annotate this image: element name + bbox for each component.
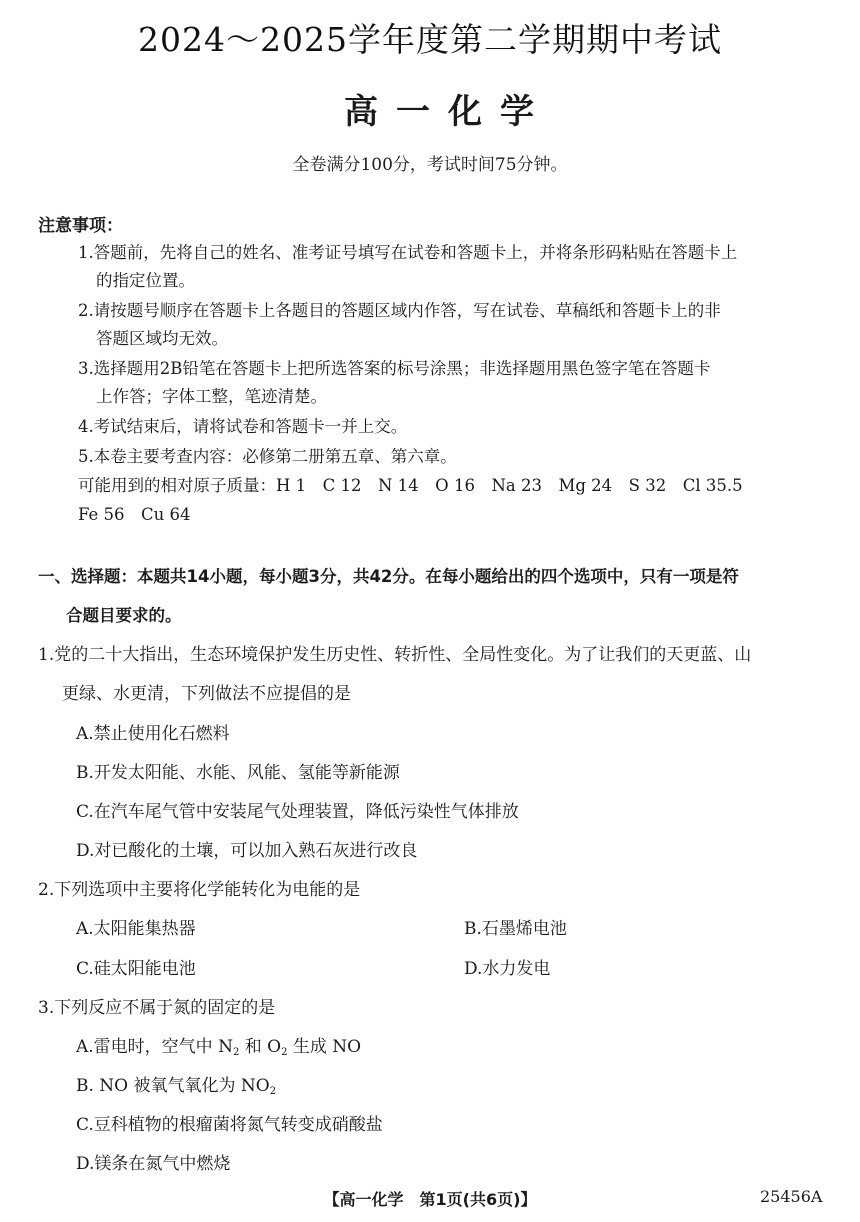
q3-option-d: D.镁条在氮气中燃烧 — [76, 1154, 231, 1174]
footer-page-info: 【高一化学 第1页(共6页)】 — [323, 1190, 537, 1209]
q2-option-a: A.太阳能集热器 — [76, 919, 196, 939]
exam-title: 2024～2025学年度第二学期期中考试 — [138, 20, 722, 59]
notice-line: 3.选择题用2B铅笔在答题卡上把所选答案的标号涂黑；非选择题用黑色签字笔在答题卡 — [78, 359, 711, 378]
q3-option-a-text: 生成 NO — [287, 1037, 362, 1057]
q3-option-b-text: B. NO 被氧气氧化为 NO — [76, 1076, 270, 1096]
subscript: 2 — [232, 1047, 240, 1058]
page-footer — [0, 1187, 860, 1210]
q3-option-a-text: 和 O — [239, 1037, 282, 1057]
question-1-stem: 1.党的二十大指出，生态环境保护发生历史性、转折性、全局性变化。为了让我们的天更蓝、山 — [38, 645, 752, 665]
notice-line: 2.请按题号顺序在答题卡上各题目的答题区域内作答，写在试卷、草稿纸和答题卡上的非 — [78, 301, 721, 320]
notice-line: 的指定位置。 — [96, 271, 195, 290]
atomic-mass-line: Fe 56 Cu 64 — [78, 505, 191, 524]
q3-option-a-text: A.雷电时，空气中 N — [76, 1037, 233, 1057]
q1-option-a: A.禁止使用化石燃料 — [76, 724, 230, 744]
q1-option-b: B.开发太阳能、水能、风能、氢能等新能源 — [76, 763, 400, 783]
notice-line: 上作答；字体工整，笔迹清楚。 — [96, 387, 327, 406]
q2-option-b: B.石墨烯电池 — [464, 919, 567, 939]
q1-option-d: D.对已酸化的土壤，可以加入熟石灰进行改良 — [76, 841, 418, 861]
q1-option-c: C.在汽车尾气管中安装尾气处理装置，降低污染性气体排放 — [76, 802, 519, 822]
notice-line: 1.答题前，先将自己的姓名、准考证号填写在试卷和答题卡上，并将条形码粘贴在答题卡上 — [78, 243, 738, 262]
question-1-stem-cont: 更绿、水更清，下列做法不应提倡的是 — [62, 684, 351, 704]
q3-option-a — [76, 1032, 361, 1058]
q3-option-c: C.豆科植物的根瘤菌将氮气转变成硝酸盐 — [76, 1115, 383, 1135]
section-heading: 一、选择题：本题共14小题，每小题3分，共42分。在每小题给出的四个选项中，只有一项是符 — [38, 567, 739, 586]
section-heading-cont: 合题目要求的。 — [66, 606, 182, 625]
q2-option-c: C.硅太阳能电池 — [76, 959, 196, 979]
atomic-mass-line: 可能用到的相对原子质量：H 1 C 12 N 14 O 16 Na 23 Mg 24 S 32 Cl 35.5 — [78, 476, 743, 495]
q2-option-d: D.水力发电 — [464, 959, 551, 979]
q3-option-b — [76, 1071, 276, 1097]
exam-info: 全卷满分100分，考试时间75分钟。 — [292, 155, 568, 175]
question-2-stem: 2.下列选项中主要将化学能转化为电能的是 — [38, 880, 361, 900]
subject-title: 高一化学 — [344, 92, 552, 132]
subscript: 2 — [269, 1086, 277, 1097]
paper-code: 25456A — [760, 1187, 823, 1206]
notice-heading: 注意事项： — [38, 216, 123, 236]
notice-line: 5.本卷主要考查内容：必修第二册第五章、第六章。 — [78, 447, 457, 466]
question-3-stem: 3.下列反应不属于氮的固定的是 — [38, 998, 276, 1018]
notice-line: 4.考试结束后，请将试卷和答题卡一并上交。 — [78, 417, 408, 436]
subscript: 2 — [281, 1047, 288, 1058]
notice-line: 答题区域均无效。 — [96, 329, 228, 348]
